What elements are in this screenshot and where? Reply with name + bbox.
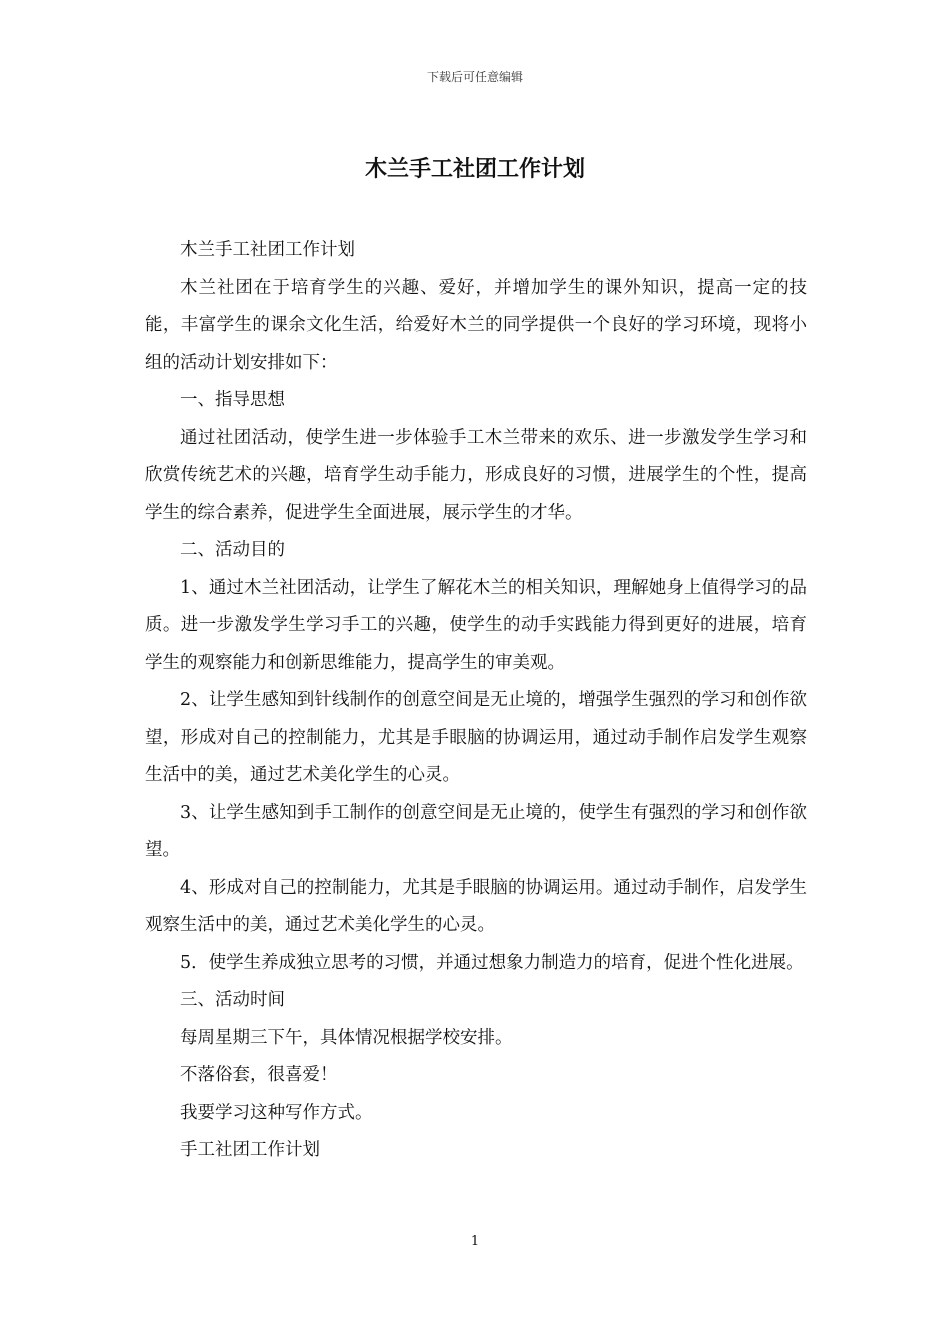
paragraph-guiding-thought: 通过社团活动，使学生进一步体验手工木兰带来的欢乐、进一步激发学生学习和欣赏传统艺术的兴趣，培育学生动手能力，形成良好的习惯，进展学生的个性，提高学生的综合素养，促进学生全面进展，展示学生的才华。 — [145, 427, 807, 523]
paragraph-purpose-2: 2、让学生感知到针线制作的创意空间是无止境的，增强学生强烈的学习和创作欲望，形成对自己的控制能力，尤其是手眼脑的协调运用，通过动手制作启发学生观察生活中的美，通过艺术美化学生的心灵。 — [145, 690, 807, 785]
page-number: 1 — [470, 1234, 480, 1249]
section-heading-activity-time: 三、活动时间 — [180, 990, 285, 1010]
paragraph-comment-2: 我要学习这种写作方式。 — [180, 1102, 373, 1123]
header-note: 下载后可任意编辑 — [426, 70, 523, 84]
paragraph-comment-1: 不落俗套，很喜爱！ — [180, 1065, 338, 1085]
paragraph-intro: 木兰社团在于培育学生的兴趣、爱好，并增加学生的课外知识，提高一定的技能，丰富学生的课余文化生活，给爱好木兰的同学提供一个良好的学习环境，现将小组的活动计划安排如下： — [145, 277, 807, 373]
paragraph-subtitle: 木兰手工社团工作计划 — [180, 240, 355, 260]
paragraph-activity-time: 每周星期三下午，具体情况根据学校安排。 — [180, 1027, 513, 1048]
paragraph-purpose-3: 3、让学生感知到手工制作的创意空间是无止境的，使学生有强烈的学习和创作欲望。 — [145, 802, 807, 860]
paragraph-purpose-4: 4、形成对自己的控制能力，尤其是手眼脑的协调运用。通过动手制作，启发学生观察生活中的美，通过艺术美化学生的心灵。 — [145, 877, 807, 935]
paragraph-closing-title: 手工社团工作计划 — [180, 1140, 320, 1160]
section-heading-guiding-thought: 一、指导思想 — [180, 390, 285, 410]
document-body — [145, 232, 807, 1170]
paragraph-purpose-1: 1、通过木兰社团活动，让学生了解花木兰的相关知识，理解她身上值得学习的品质。进一步激发学生学习手工的兴趣，使学生的动手实践能力得到更好的进展，培育学生的观察能力和创新思维能力，提高学生的审美观。 — [145, 577, 807, 673]
document-title: 木兰手工社团工作计划 — [364, 157, 585, 182]
paragraph-purpose-5: 5．使学生养成独立思考的习惯，并通过想象力制造力的培育，促进个性化进展。 — [180, 952, 804, 973]
section-heading-activity-purpose: 二、活动目的 — [180, 540, 285, 560]
